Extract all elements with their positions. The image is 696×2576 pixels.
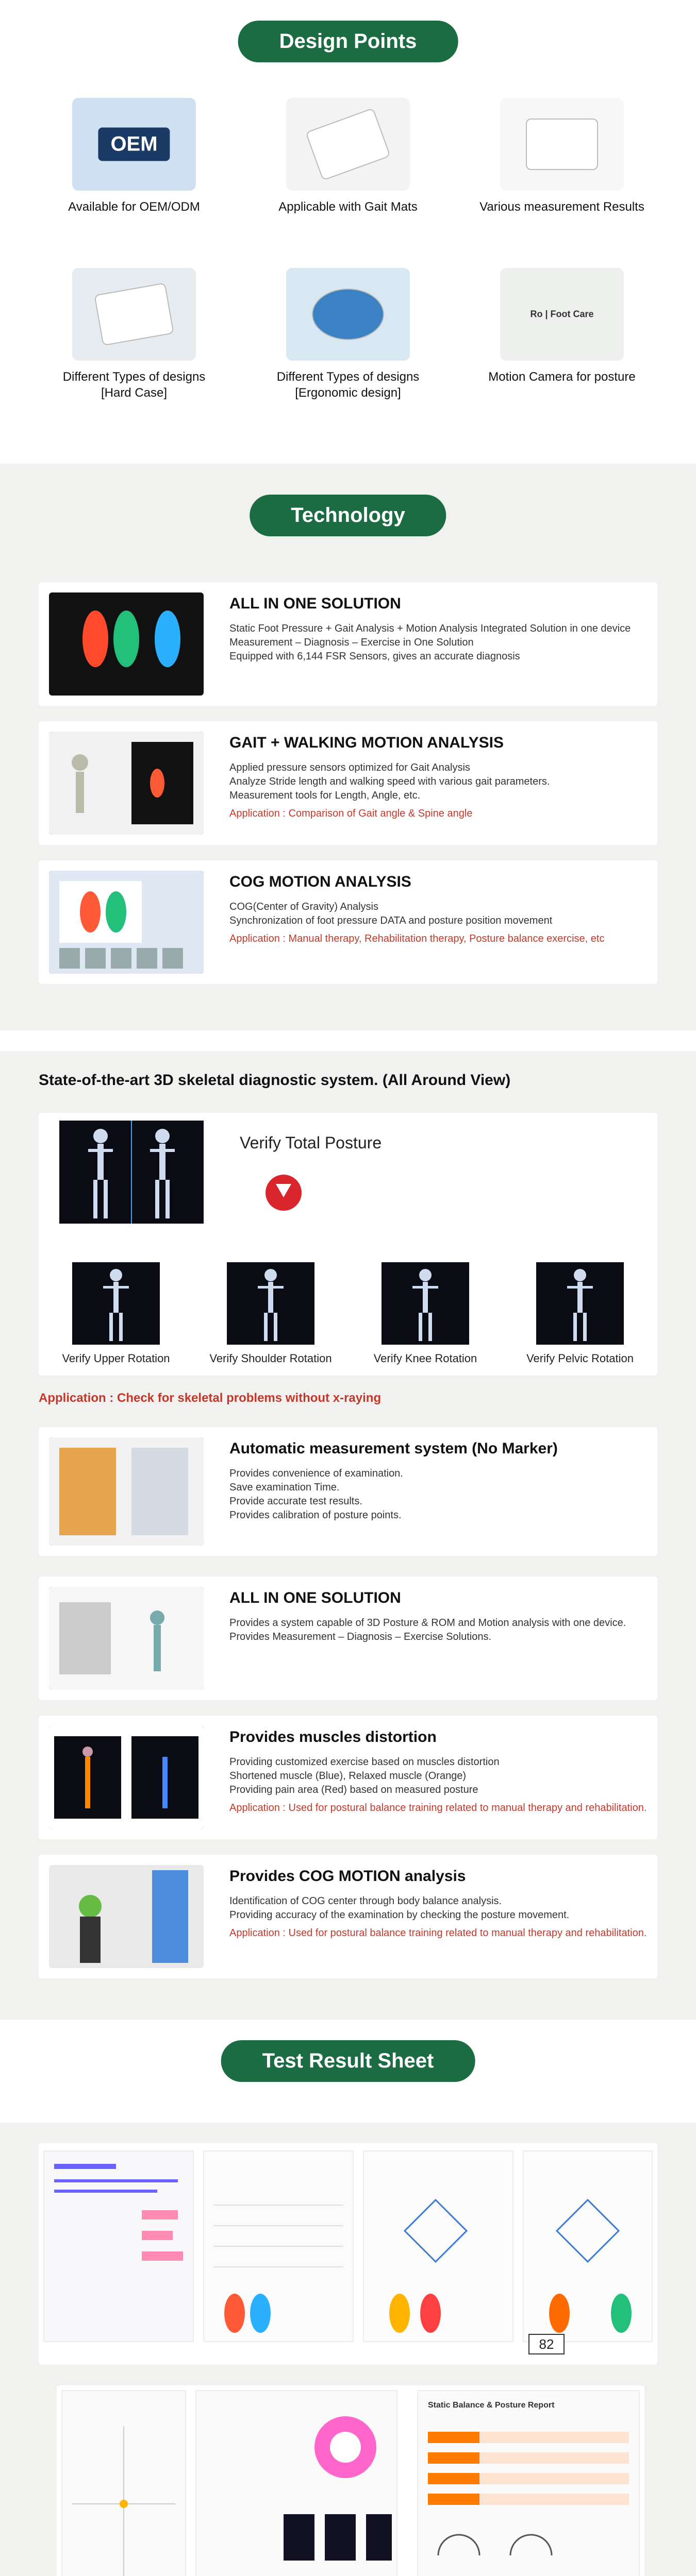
design-point-item (250, 98, 446, 215)
feature-line: Providing customized exercise based on muscles distortion (229, 1756, 500, 1768)
design-point-item (36, 98, 232, 215)
technology-line: Synchronization of foot pressure DATA and posture position movement (229, 915, 553, 926)
technology-line: Measurement tools for Length, Angle, etc. (229, 790, 421, 801)
technology-title: COG MOTION ANALYSIS (229, 873, 411, 890)
rotation-label: Verify Knee Rotation (373, 1352, 477, 1365)
design-point-badge: OEM (98, 128, 170, 161)
hard-case-icon (72, 268, 196, 361)
feature-line: Save examination Time. (229, 1482, 340, 1493)
feature-thumbnail (49, 1865, 204, 1968)
technology-card (39, 721, 657, 845)
technology-thumbnail (49, 871, 204, 974)
technology-line: Equipped with 6,144 FSR Sensors, gives an accurate diagnosis (229, 651, 520, 662)
technology-card (39, 582, 657, 706)
design-point-label: Motion Camera for posture (488, 370, 636, 384)
rotation-item (204, 1262, 338, 1365)
feature-thumbnail (49, 1587, 204, 1690)
design-point-label: Applicable with Gait Mats (278, 200, 418, 214)
skeleton-rotation-icon (382, 1262, 469, 1345)
technology-line: Static Foot Pressure + Gait Analysis + Motion Analysis Integrated Solution in one device (229, 623, 631, 634)
design-point-label: Various measurement Results (479, 200, 644, 214)
technology-line: Applied pressure sensors optimized for Gait Analysis (229, 762, 470, 773)
feature-application: Application : Used for postural balance training related to manual therapy and rehabilitation. (229, 1927, 647, 1939)
technology-text (229, 595, 647, 664)
design-point-shape (94, 283, 174, 346)
camera-icon (500, 268, 624, 361)
design-point-item (464, 268, 660, 385)
test-result-header: Test Result Sheet (221, 2040, 475, 2082)
feature-line: Providing accuracy of the examination by checking the posture movement. (229, 1909, 570, 1921)
feature-card (39, 1427, 657, 1556)
total-posture-image (59, 1121, 204, 1224)
skeleton-rotation-icon (536, 1262, 624, 1345)
score-box-left: 82 (528, 2334, 565, 2354)
feature-line: Shortened muscle (Blue), Relaxed muscle (Orange) (229, 1770, 467, 1782)
feature-text (229, 1868, 647, 1939)
design-point-item (250, 268, 446, 401)
skeletal-application: Application : Check for skeletal problems without x-raying (39, 1391, 382, 1405)
design-point-badge: Ro | Foot Care (530, 309, 594, 319)
gait-mat-icon (286, 98, 410, 191)
rotation-item (49, 1262, 183, 1365)
technology-application: Application : Comparison of Gait angle & Spine angle (229, 808, 473, 819)
feature-line: Provide accurate test results. (229, 1496, 362, 1507)
rotation-item (358, 1262, 492, 1365)
feature-line: Identification of COG center through body balance analysis. (229, 1895, 502, 1907)
report-panel-bottom (57, 2385, 644, 2576)
design-point-label: Different Types of designs [Hard Case] (62, 370, 206, 400)
technology-thumbnail (49, 592, 204, 696)
feature-thumbnail (49, 1437, 204, 1546)
feature-text (229, 1728, 647, 1814)
technology-text (229, 734, 647, 820)
technology-thumbnail (49, 732, 204, 835)
design-point-label: Different Types of designs [Ergonomic design] (276, 370, 420, 400)
skeleton-rotation-icon (72, 1262, 160, 1345)
rotation-label: Verify Shoulder Rotation (209, 1352, 332, 1365)
skeleton-rotation-icon (227, 1262, 314, 1345)
design-point-shape (305, 108, 391, 181)
skeleton-front-icon (59, 1121, 204, 1224)
feature-application: Application : Used for postural balance training related to manual therapy and rehabilitation. (229, 1802, 647, 1814)
feature-card (39, 1577, 657, 1700)
feature-line: Provides convenience of examination. (229, 1468, 403, 1479)
feature-text (229, 1589, 647, 1644)
down-arrow-icon (266, 1175, 302, 1211)
verify-total-label: Verify Total Posture (240, 1133, 382, 1152)
feature-line: Provides Measurement – Diagnosis – Exercise Solutions. (229, 1631, 492, 1642)
feature-title: Automatic measurement system (No Marker) (229, 1440, 558, 1457)
feature-title: Provides COG MOTION analysis (229, 1868, 466, 1885)
feature-text (229, 1440, 647, 1522)
feature-card (39, 1855, 657, 1978)
report-panel-top (39, 2143, 657, 2365)
feature-line: Providing pain area (Red) based on measured posture (229, 1784, 478, 1795)
balance-report-title: Static Balance & Posture Report (428, 2401, 555, 2410)
technology-title: ALL IN ONE SOLUTION (229, 595, 401, 612)
rotation-label: Verify Upper Rotation (62, 1352, 170, 1365)
technology-text (229, 873, 647, 945)
technology-header: Technology (250, 495, 446, 536)
technology-card (39, 860, 657, 984)
technology-line: COG(Center of Gravity) Analysis (229, 901, 378, 912)
design-point-item (464, 98, 660, 215)
posture-card (39, 1113, 657, 1376)
feature-title: Provides muscles distortion (229, 1728, 437, 1745)
technology-application: Application : Manual therapy, Rehabilitation therapy, Posture balance exercise, etc (229, 933, 605, 944)
design-points-header: Design Points (238, 21, 458, 62)
design-point-shape (312, 289, 384, 340)
design-point-shape (526, 118, 598, 170)
oem-icon (72, 98, 196, 191)
feature-line: Provides a system capable of 3D Posture & ROM and Motion analysis with one device. (229, 1617, 626, 1629)
report-icon (500, 98, 624, 191)
technology-line: Analyze Stride length and walking speed with various gait parameters. (229, 776, 550, 787)
feature-card (39, 1716, 657, 1839)
design-point-label: Available for OEM/ODM (68, 200, 200, 214)
rotation-item (513, 1262, 647, 1365)
skeletal-heading: State-of-the-art 3D skeletal diagnostic system. (All Around View) (39, 1072, 511, 1089)
ergonomic-icon (286, 268, 410, 361)
feature-thumbnail (49, 1726, 204, 1829)
rotation-label: Verify Pelvic Rotation (526, 1352, 634, 1365)
design-point-item (36, 268, 232, 401)
feature-line: Provides calibration of posture points. (229, 1510, 402, 1521)
technology-line: Measurement – Diagnosis – Exercise in One Solution (229, 637, 474, 648)
technology-title: GAIT + WALKING MOTION ANALYSIS (229, 734, 504, 751)
feature-title: ALL IN ONE SOLUTION (229, 1589, 401, 1606)
